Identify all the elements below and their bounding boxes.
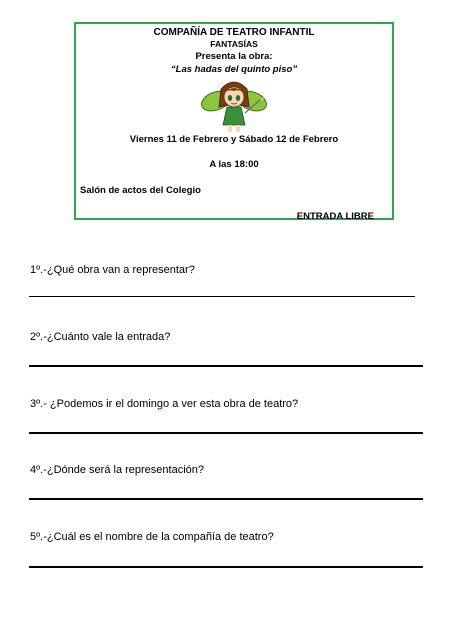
company-subtitle: FANTASÍAS [210, 39, 258, 49]
event-time: A las 18:00 [209, 159, 259, 170]
question-4: 4º.-¿Dónde será la representación? [30, 464, 205, 476]
answer-line-1[interactable] [29, 296, 415, 297]
entry-price: ENTRADA LIBRE [296, 211, 374, 222]
answer-line-3[interactable] [29, 432, 423, 434]
question-2: 2º.-¿Cuánto vale la entrada? [30, 331, 171, 343]
event-poster [74, 22, 394, 220]
event-place: Salón de actos del Colegio [80, 185, 201, 196]
answer-line-5[interactable] [29, 566, 423, 568]
fairy-icon [199, 77, 269, 133]
answer-line-2[interactable] [29, 365, 423, 367]
question-5: 5º.-¿Cuál es el nombre de la compañía de teatro? [30, 531, 274, 543]
event-dates: Viernes 11 de Febrero y Sábado 12 de Febrero [129, 134, 339, 145]
presents-text: Presenta la obra: [195, 51, 273, 62]
question-3: 3º.- ¿Podemos ir el domingo a ver esta obra de teatro? [30, 398, 299, 410]
play-title: “Las hadas del quinto piso” [170, 64, 298, 75]
company-name: COMPAÑÍA DE TEATRO INFANTIL [153, 27, 315, 38]
question-1: 1º.-¿Qué obra van a representar? [30, 264, 195, 276]
answer-line-4[interactable] [29, 498, 423, 500]
